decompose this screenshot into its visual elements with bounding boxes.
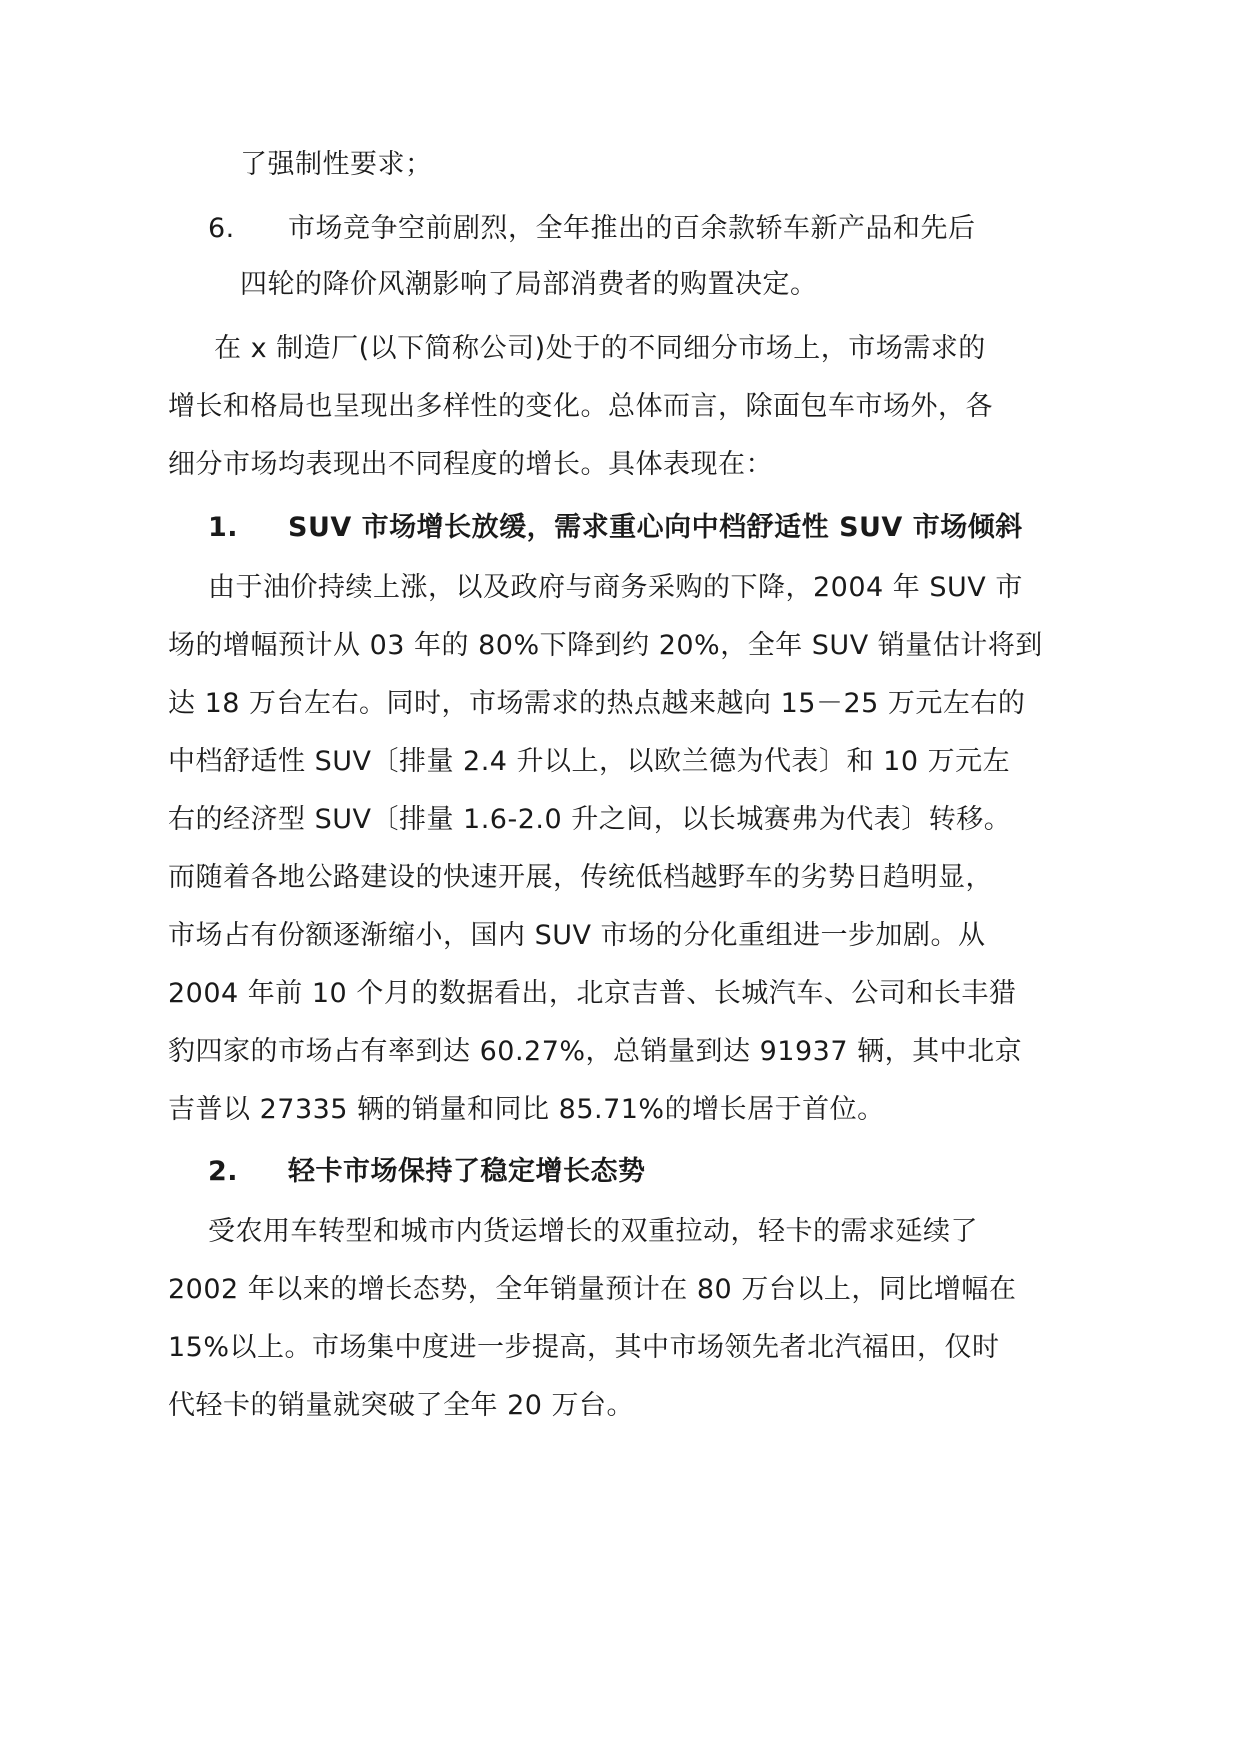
section-1-number: 1. [208,512,239,543]
section-1-heading: SUV 市场增长放缓，需求重心向中档舒适性 SUV 市场倾斜 [288,512,1023,543]
intro-paragraph-line3: 细分市场均表现出不同程度的增长。具体表现在： [168,449,773,480]
list-item-6-line1: 市场竞争空前剧烈，全年推出的百余款轿车新产品和先后 [288,213,976,244]
section-2-heading-row [208,1154,646,1190]
intro-paragraph-line1: 在 x 制造厂(以下简称公司)处于的不同细分市场上，市场需求的 [214,333,986,364]
section-1-line: 右的经济型 SUV〔排量 1.6-2.0 升之间，以长城赛弗为代表〕转移。 [168,804,1012,835]
section-2-heading: 轻卡市场保持了稳定增长态势 [288,1156,646,1187]
section-1-line: 2004 年前 10 个月的数据看出，北京吉普、长城汽车、公司和长丰猎 [168,978,1017,1009]
list-item-6-number: 6. [208,213,235,244]
section-2-line: 15%以上。市场集中度进一步提高，其中市场领先者北汽福田，仅时 [168,1332,1000,1363]
list-item-6-continuation: 了强制性要求； [240,149,433,180]
list-item-6-line2: 四轮的降价风潮影响了局部消费者的购置决定。 [240,269,818,300]
section-2-line: 代轻卡的销量就突破了全年 20 万台。 [168,1390,635,1421]
section-2-line: 受农用车转型和城市内货运增长的双重拉动，轻卡的需求延续了 [208,1216,978,1247]
section-1-line: 中档舒适性 SUV〔排量 2.4 升以上，以欧兰德为代表〕和 10 万元左 [168,746,1011,777]
section-1-line: 达 18 万台左右。同时，市场需求的热点越来越向 15－25 万元左右的 [168,688,1026,719]
section-1-line: 吉普以 27335 辆的销量和同比 85.71%的增长居于首位。 [168,1094,885,1125]
section-1-line: 场的增幅预计从 03 年的 80%下降到约 20%，全年 SUV 销量估计将到 [168,630,1043,661]
section-1-line: 豹四家的市场占有率到达 60.27%，总销量到达 91937 辆，其中北京 [168,1036,1023,1067]
section-1-line: 而随着各地公路建设的快速开展，传统低档越野车的劣势日趋明显， [168,862,993,893]
section-2-line: 2002 年以来的增长态势，全年销量预计在 80 万台以上，同比增幅在 [168,1274,1017,1305]
section-2-number: 2. [208,1156,239,1187]
section-1-line: 市场占有份额逐渐缩小，国内 SUV 市场的分化重组进一步加剧。从 [168,920,986,951]
section-1-heading-row [208,510,1023,546]
list-item-6 [208,211,976,247]
intro-paragraph-line2: 增长和格局也呈现出多样性的变化。总体而言，除面包车市场外，各 [168,391,993,422]
section-1-line: 由于油价持续上涨，以及政府与商务采购的下降，2004 年 SUV 市 [208,572,1023,603]
